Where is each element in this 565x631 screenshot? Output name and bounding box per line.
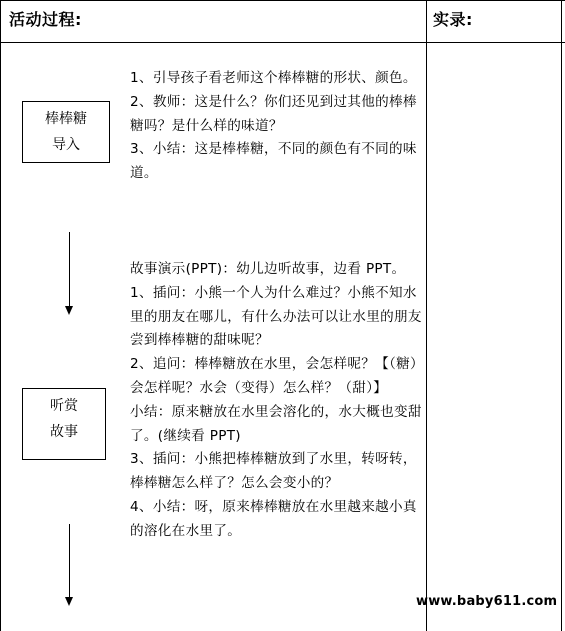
stage-box-intro: [22, 101, 110, 163]
story-step: 3、插问：小熊把棒棒糖放到了水里，转呀转，棒棒糖怎么样了？怎么会变小的？: [130, 451, 417, 492]
table-border-left: [0, 0, 1, 631]
story-step: 2、追问：棒棒糖放在水里，会怎样呢？【（糖）会怎样呢？水会（变得）怎么样？（甜）】: [130, 356, 418, 396]
record-header: 实录:: [433, 10, 473, 29]
intro-step: 3、小结：这是棒棒糖，不同的颜色有不同的味道。: [130, 141, 417, 182]
header-divider: [0, 42, 565, 43]
stage-label-line1: 棒棒糖: [45, 111, 87, 127]
flow-arrow-1-shaft: [69, 232, 70, 308]
site-watermark: www.baby611.com: [416, 594, 558, 609]
table-border-right: [561, 0, 562, 631]
table-border-top: [0, 0, 565, 1]
story-step: 小结：原来糖放在水里会溶化的，水大概也变甜了。(继续看 PPT): [130, 403, 422, 444]
column-divider: [426, 0, 427, 631]
intro-step: 1、引导孩子看老师这个棒棒糖的形状、颜色。: [130, 70, 417, 86]
story-step: 1、插问：小熊一个人为什么难过？小熊不知水里的朋友在哪儿，有什么办法可以让水里的朋友尝到棒棒糖的甜味呢？: [130, 284, 422, 349]
story-step: 故事演示(PPT)：幼儿边听故事，边看 PPT。: [130, 261, 406, 277]
stage-label-line1: 听赏: [50, 398, 78, 414]
story-steps: [130, 258, 422, 544]
story-step: 4、小结：呀，原来棒棒糖放在水里越来越小真的溶化在水里了。: [130, 498, 417, 539]
stage-label-line2: 故事: [50, 424, 78, 440]
intro-steps: [130, 67, 422, 186]
flow-arrow-2-shaft: [69, 524, 70, 599]
flow-arrow-2-head: [65, 597, 73, 606]
flow-arrow-1-head: [65, 306, 73, 315]
stage-label-line2: 导入: [52, 137, 80, 153]
intro-step: 2、教师：这是什么？你们还见到过其他的棒棒糖吗？是什么样的味道？: [130, 93, 417, 134]
process-header: 活动过程:: [9, 10, 82, 29]
stage-box-story: [22, 388, 106, 460]
